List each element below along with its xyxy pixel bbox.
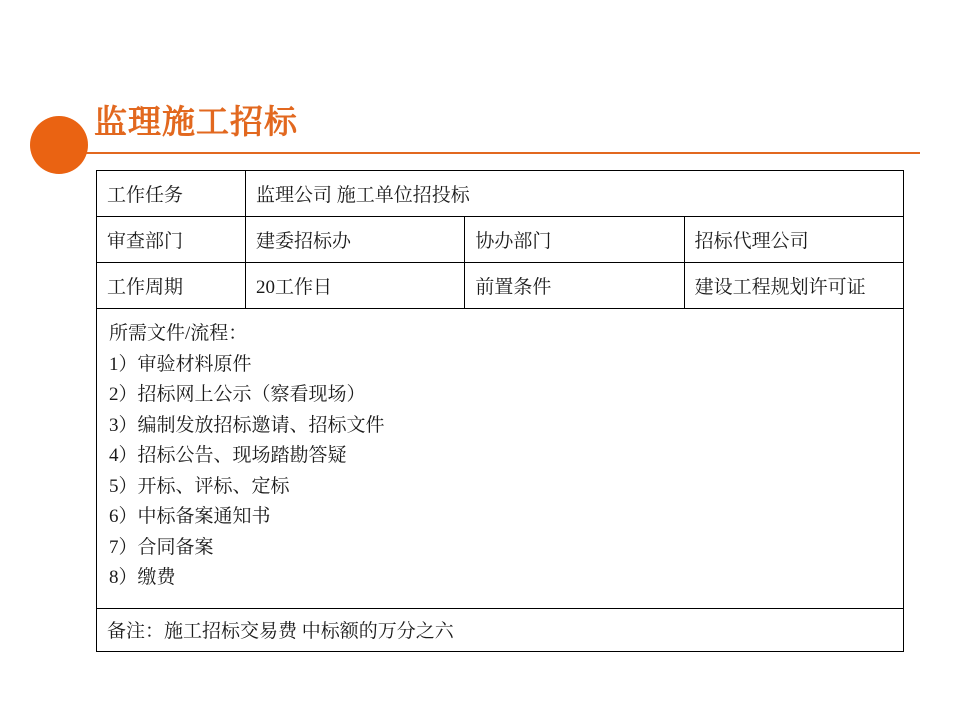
list-item: 6）中标备案通知书 xyxy=(109,506,271,527)
table-row xyxy=(97,217,904,263)
table-row-files xyxy=(97,309,904,609)
title-divider xyxy=(48,152,920,154)
table-row xyxy=(97,263,904,309)
row-value-precondition: 建设工程规划许可证 xyxy=(684,263,903,309)
files-cell xyxy=(97,309,904,609)
row-label-cycle: 工作周期 xyxy=(97,263,246,309)
page-title: 监理施工招标 xyxy=(94,103,298,140)
row-value-task: 监理公司 施工单位招投标 xyxy=(246,171,904,217)
list-item: 1）审验材料原件 xyxy=(109,353,252,375)
list-item: 3）编制发放招标邀请、招标文件 xyxy=(109,414,385,436)
title-bullet-icon xyxy=(30,116,88,174)
row-label-review-dept: 审查部门 xyxy=(97,217,246,263)
table-row-note xyxy=(97,608,904,651)
table-row xyxy=(97,171,904,217)
list-item: 2）招标网上公示（察看现场） xyxy=(109,384,366,405)
row-label-assist-dept: 协办部门 xyxy=(465,217,684,263)
row-label-precondition: 前置条件 xyxy=(465,263,684,309)
note-cell: 备注：施工招标交易费 中标额的万分之六 xyxy=(97,608,904,651)
row-value-cycle: 20工作日 xyxy=(246,263,465,309)
files-list xyxy=(109,350,891,594)
list-item: 8）缴费 xyxy=(109,567,176,588)
row-value-review-dept: 建委招标办 xyxy=(246,217,465,263)
list-item: 4）招标公告、现场踏勘答疑 xyxy=(109,445,347,466)
list-item: 5）开标、评标、定标 xyxy=(109,475,290,497)
list-item: 7）合同备案 xyxy=(109,536,214,558)
files-heading: 所需文件/流程： xyxy=(109,323,248,344)
info-table xyxy=(96,170,904,652)
row-value-assist-dept: 招标代理公司 xyxy=(684,217,903,263)
row-label-task: 工作任务 xyxy=(97,171,246,217)
